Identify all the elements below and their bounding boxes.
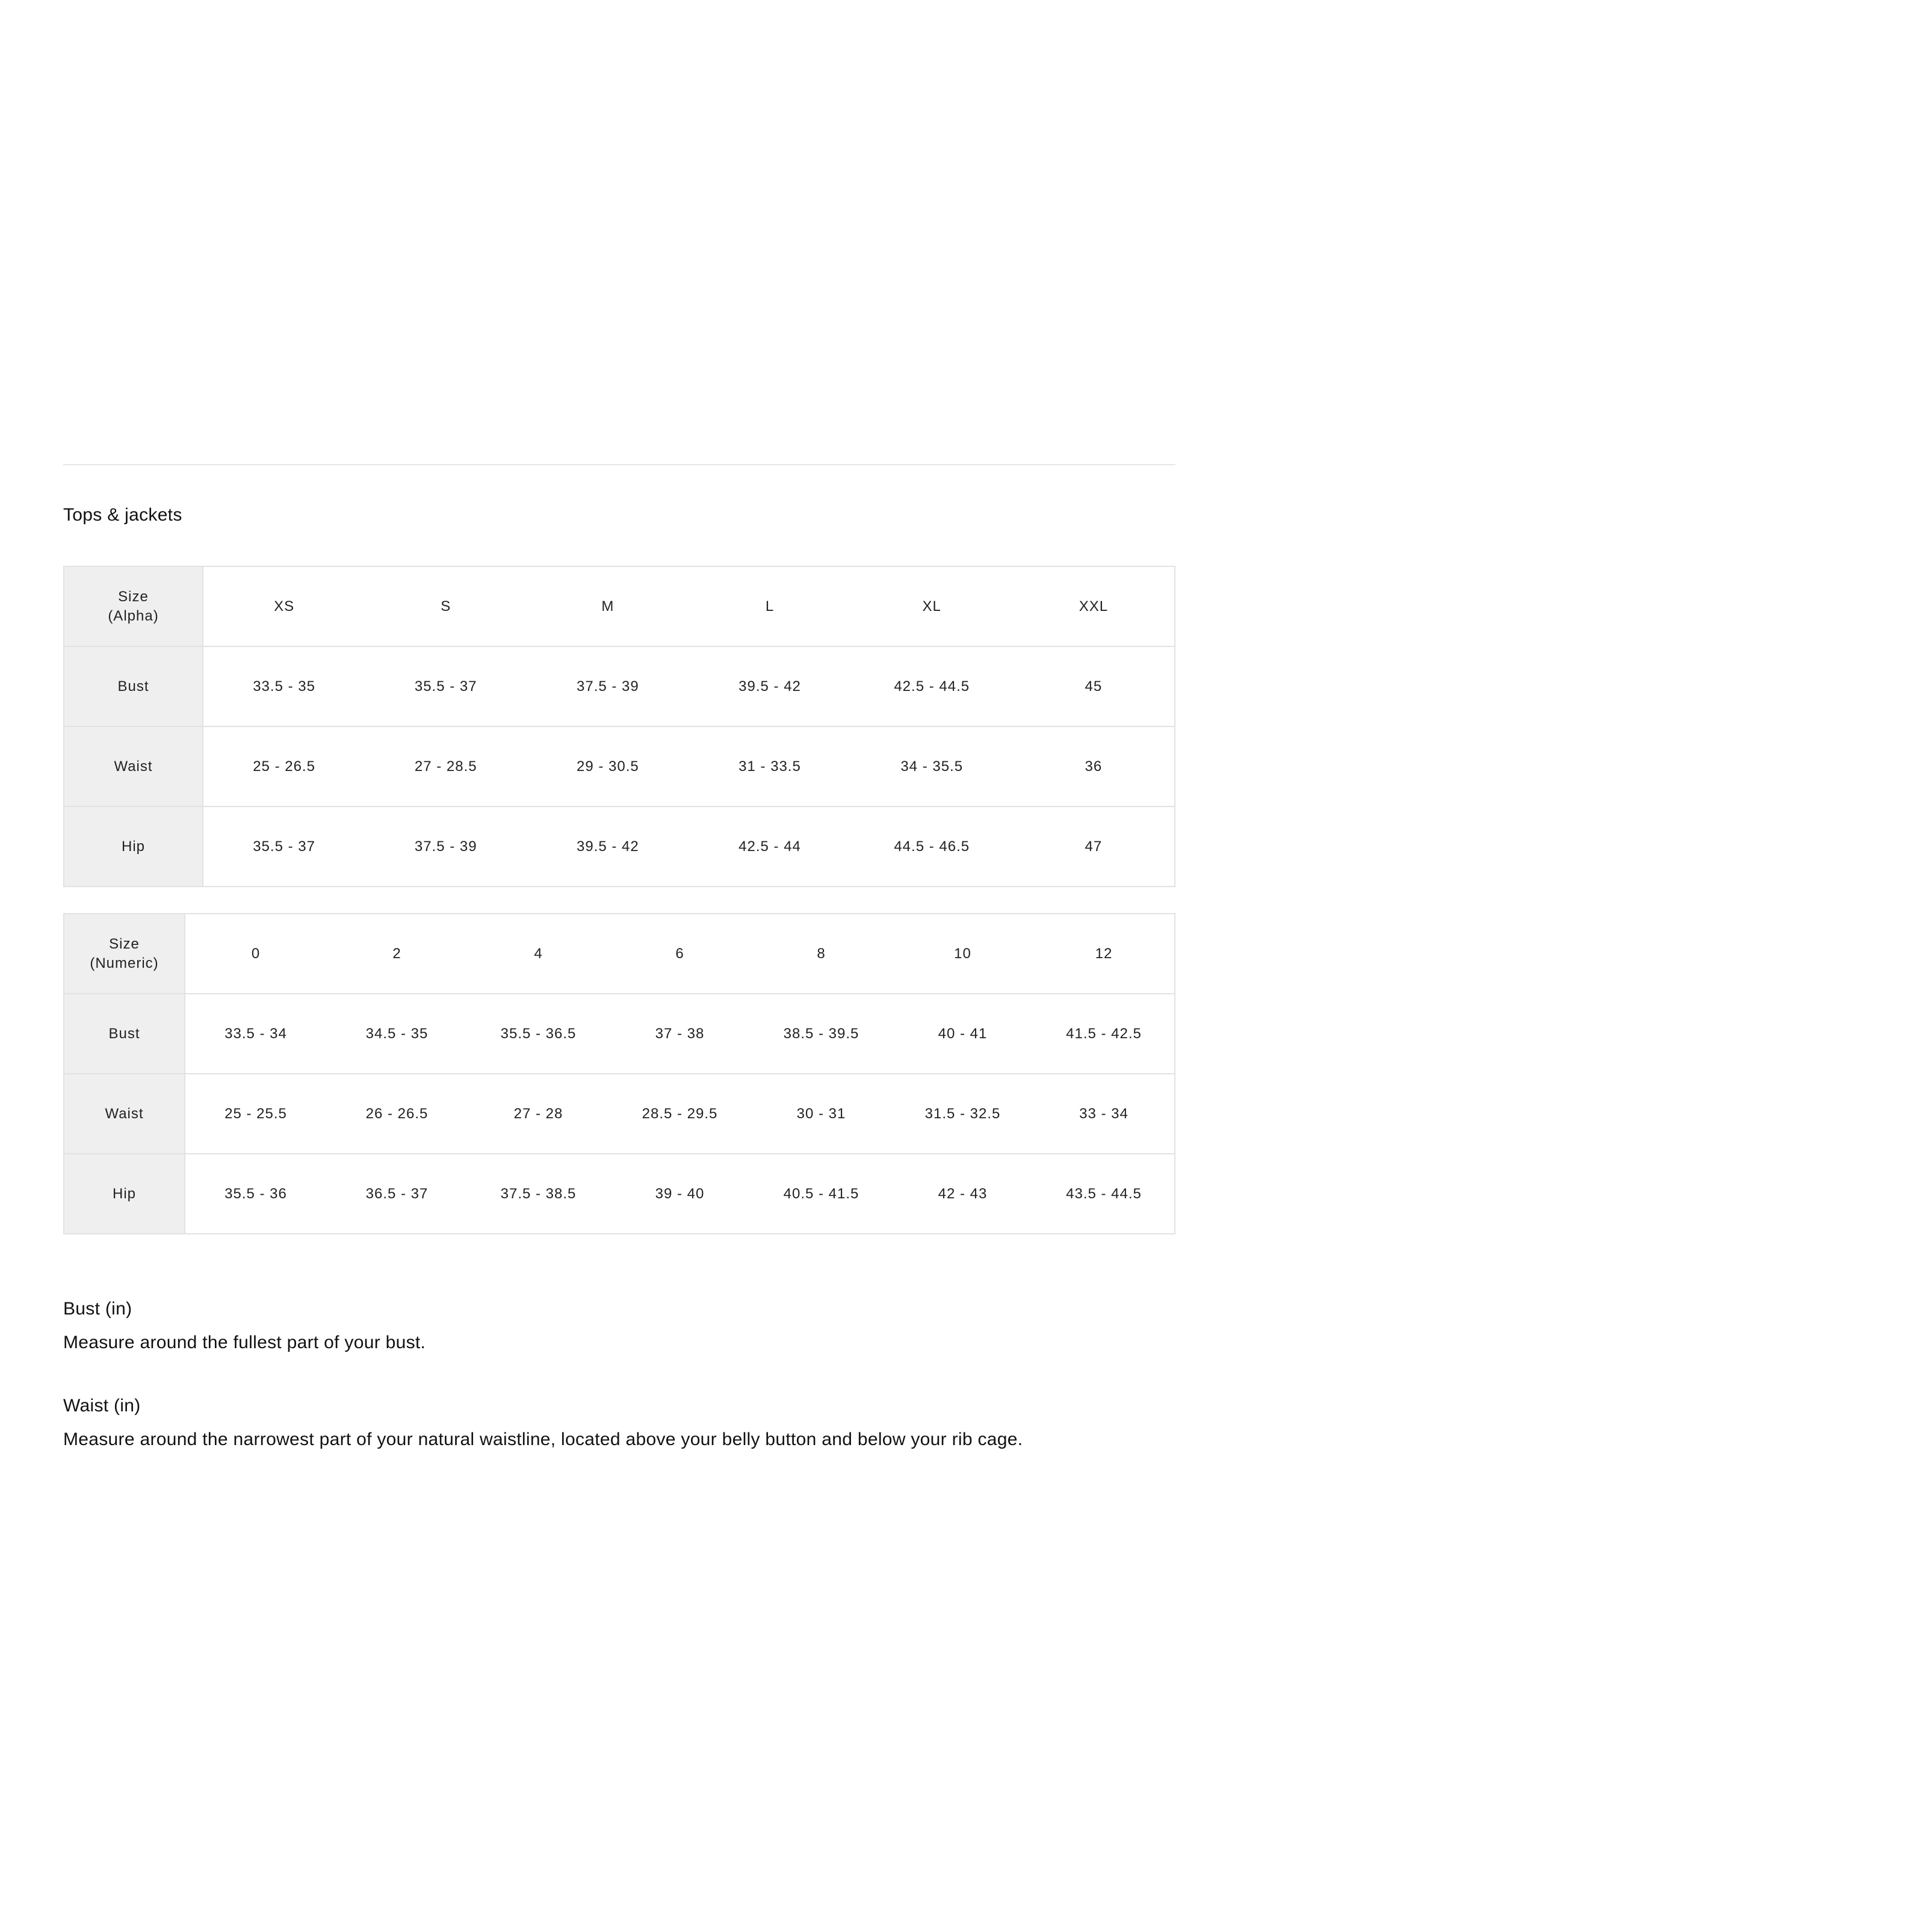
value-cell: 43.5 - 44.5 — [1033, 1154, 1175, 1234]
value-cell: 33.5 - 35 — [203, 646, 365, 726]
size-cell: S — [365, 566, 527, 646]
value-cell: 33 - 34 — [1033, 1074, 1175, 1154]
value-cell: 40.5 - 41.5 — [751, 1154, 892, 1234]
value-cell: 35.5 - 37 — [365, 646, 527, 726]
value-cell: 37.5 - 39 — [527, 646, 689, 726]
value-cell: 27 - 28.5 — [365, 726, 527, 807]
value-cell: 37.5 - 38.5 — [468, 1154, 609, 1234]
value-cell: 39 - 40 — [609, 1154, 751, 1234]
size-cell: 0 — [185, 914, 326, 994]
section-title: Tops & jackets — [63, 505, 182, 525]
value-cell: 42.5 - 44 — [689, 807, 850, 887]
size-header-sublabel: (Numeric) — [90, 955, 159, 971]
row-label-hip: Hip — [64, 1154, 185, 1234]
waist-note-description: Measure around the narrowest part of your natural waistline, located above your belly button and below your rib cage. — [63, 1429, 1023, 1449]
value-cell: 36 — [1013, 726, 1175, 807]
value-cell: 38.5 - 39.5 — [751, 994, 892, 1074]
value-cell: 42.5 - 44.5 — [851, 646, 1013, 726]
value-cell: 33.5 - 34 — [185, 994, 326, 1074]
value-cell: 31 - 33.5 — [689, 726, 850, 807]
value-cell: 44.5 - 46.5 — [851, 807, 1013, 887]
size-header-label: Size — [118, 588, 149, 605]
waist-note-title: Waist (in) — [63, 1396, 141, 1416]
size-cell: XL — [851, 566, 1013, 646]
size-cell: L — [689, 566, 850, 646]
size-cell: XXL — [1013, 566, 1175, 646]
size-cell: M — [527, 566, 689, 646]
value-cell: 30 - 31 — [751, 1074, 892, 1154]
value-cell: 42 - 43 — [892, 1154, 1033, 1234]
table-row — [64, 807, 1175, 887]
value-cell: 39.5 - 42 — [689, 646, 850, 726]
size-cell: 12 — [1033, 914, 1175, 994]
value-cell: 35.5 - 37 — [203, 807, 365, 887]
bust-note-title: Bust (in) — [63, 1299, 132, 1319]
row-label-bust: Bust — [64, 994, 185, 1074]
value-cell: 45 — [1013, 646, 1175, 726]
value-cell: 26 - 26.5 — [326, 1074, 468, 1154]
value-cell: 31.5 - 32.5 — [892, 1074, 1033, 1154]
table-row — [64, 994, 1175, 1074]
size-cell: XS — [203, 566, 365, 646]
row-label-hip: Hip — [64, 807, 203, 887]
value-cell: 47 — [1013, 807, 1175, 887]
row-label-waist: Waist — [64, 726, 203, 807]
size-cell: 6 — [609, 914, 751, 994]
bust-note-description: Measure around the fullest part of your bust. — [63, 1333, 426, 1352]
size-cell: 2 — [326, 914, 468, 994]
value-cell: 29 - 30.5 — [527, 726, 689, 807]
alpha-size-table — [63, 566, 1175, 887]
value-cell: 40 - 41 — [892, 994, 1033, 1074]
table-row — [64, 1074, 1175, 1154]
table-row — [64, 914, 1175, 994]
size-header-cell — [64, 914, 185, 994]
numeric-size-table — [63, 913, 1175, 1234]
table-row — [64, 1154, 1175, 1234]
table-row — [64, 566, 1175, 646]
value-cell: 41.5 - 42.5 — [1033, 994, 1175, 1074]
size-header-sublabel: (Alpha) — [108, 607, 159, 624]
value-cell: 37.5 - 39 — [365, 807, 527, 887]
value-cell: 35.5 - 36 — [185, 1154, 326, 1234]
section-divider — [63, 464, 1175, 465]
value-cell: 27 - 28 — [468, 1074, 609, 1154]
value-cell: 25 - 25.5 — [185, 1074, 326, 1154]
size-cell: 10 — [892, 914, 1033, 994]
size-cell: 8 — [751, 914, 892, 994]
row-label-bust: Bust — [64, 646, 203, 726]
value-cell: 39.5 - 42 — [527, 807, 689, 887]
value-cell: 36.5 - 37 — [326, 1154, 468, 1234]
value-cell: 28.5 - 29.5 — [609, 1074, 751, 1154]
value-cell: 35.5 - 36.5 — [468, 994, 609, 1074]
table-row — [64, 726, 1175, 807]
value-cell: 25 - 26.5 — [203, 726, 365, 807]
size-header-cell — [64, 566, 203, 646]
size-cell: 4 — [468, 914, 609, 994]
size-header-label: Size — [109, 935, 140, 952]
value-cell: 37 - 38 — [609, 994, 751, 1074]
row-label-waist: Waist — [64, 1074, 185, 1154]
value-cell: 34 - 35.5 — [851, 726, 1013, 807]
table-row — [64, 646, 1175, 726]
value-cell: 34.5 - 35 — [326, 994, 468, 1074]
